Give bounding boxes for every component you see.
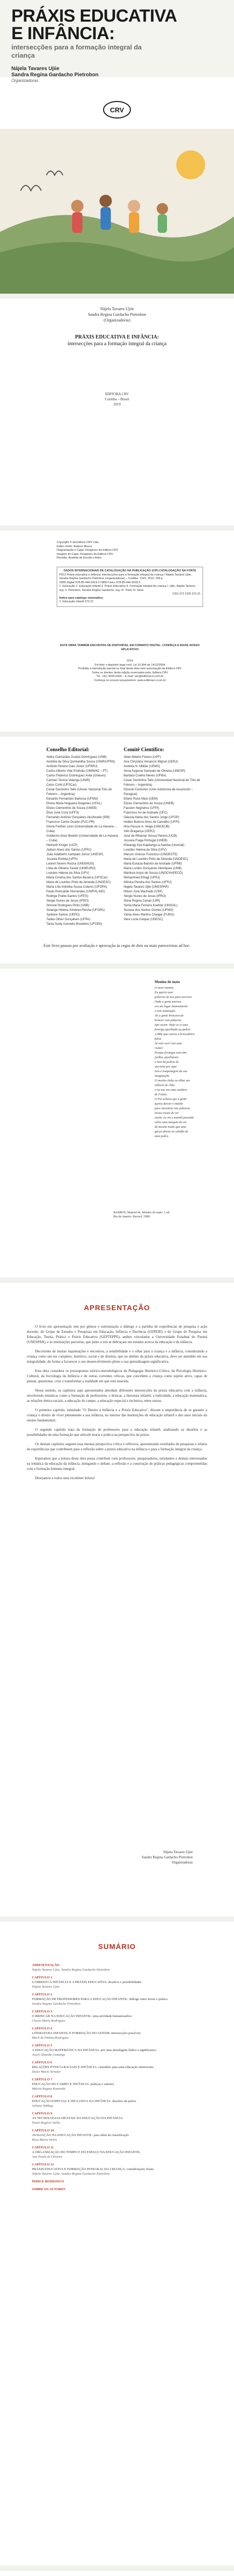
committee-member: Cesar Gerónimo Tello (Universidad Nacional de Três de Febrero – Argentina) (124, 779, 200, 787)
council-member: Maria Cristina dos Santos Bezerra (UFSCar) (46, 876, 108, 879)
poem-line: Já vem você com suas (155, 1042, 182, 1045)
cover-role: Organizadoras (11, 78, 39, 83)
poem-line: visões! (155, 1047, 163, 1050)
presentation-paragraph: Os demais capítulos seguem essa mesma perspectiva crítica e reflexiva, apresentando resultados de pesquisas e relatos de experiências que contribuem para a reflexão sobre a práxis educativa na infância e para a formação integral da criança. (27, 1442, 207, 1451)
council-member: Solange Helena Ximenes-Rocha (UFOPA) (46, 909, 105, 912)
toc-entry[interactable] (32, 1992, 202, 2006)
cip-isbn: ISBN Digital 978-85-444-3419-2 ISBN Físico 978-85-444-3418-5 (59, 581, 141, 584)
toc-chapter-label: CAPÍTULO 10 (32, 2129, 54, 2132)
tp-title-sub: intersecções para a formação integral da criança (67, 341, 167, 347)
toc-chapter-label: CAPÍTULO 7 (32, 2078, 53, 2081)
toc-chapter-title: A EDUCAÇÃO MATEMÁTICA NA INFÂNCIA: por uma abordagem lúdica e significativa (32, 2048, 157, 2052)
council-member: Eduardo Fernandes Barbosa (UFMG) (46, 798, 98, 801)
cip-index-1: 1. Educação infantil 372.21 (59, 600, 94, 603)
cr-rights-2: Proibida a reprodução parcial ou total desta obra sem autorização da Editora CRV (78, 667, 182, 670)
poem-line: brincar com palavras (155, 1019, 181, 1022)
toc-chapter-label: SOBRE OS AUTORES (32, 2188, 65, 2191)
toc-chapter-label: CAPÍTULO 5 (32, 2044, 53, 2047)
toc-chapter-label: CAPÍTULO 2 (32, 1993, 53, 1996)
poem-line: queria desver o mundo (155, 1103, 183, 1106)
copyright-page (0, 531, 234, 732)
cr-line-5: Revisão: Analista de Escrita e Artes (57, 556, 102, 560)
poem-line: e sem nomeação. (155, 1010, 176, 1013)
poem-line: Isso é traquinagem da sua (155, 1070, 188, 1073)
toc-chapter-title: PRÁXIS EDUCATIVA E FORMAÇÃO INTEGRAL DA CRIANÇA: considerações finais (32, 2167, 154, 2171)
poem-line: silêncio de chão (155, 1084, 175, 1087)
toc-chapter-title: RELAÇÕES ÉTNICO-RACIAIS E INFÂNCIA: caminhos para uma educação antirracista (32, 2065, 154, 2069)
poem-line: de Fontes. (155, 1093, 168, 1096)
toc-chapter-authors: Rosa Maria Vieira (32, 2138, 57, 2142)
poem-line: falou: (155, 1038, 162, 1041)
toc-entry[interactable] (32, 1963, 202, 1972)
toc-chapter-label: CAPÍTULO 1 (32, 1976, 53, 1979)
back-cover (0, 2571, 234, 2576)
toc-chapter-label: CAPÍTULO 12 (32, 2163, 54, 2166)
council-member: Sérgio Nunes de Jesus (IFRO) (46, 900, 89, 903)
committee-member: Vera Lucia Gaspar (UDESC) (124, 918, 163, 921)
poem-line: e nem há pedras de (155, 1061, 179, 1064)
committee-member: Andréia N. Militão (UEMS) (124, 765, 160, 768)
tp-author-1: Nájela Tavares Ujiie (100, 307, 134, 311)
copyright-footer (57, 659, 203, 683)
poem-line: O menino tinha no olhar um (155, 1079, 190, 1082)
epigraph-ref-2: Rio de Janeiro: Record, 1998. (113, 1215, 151, 1218)
poem-line: do mesmo modo que uma (155, 1126, 186, 1129)
toc-chapter-title: O DIREITO À INFÂNCIA E A PRÁXIS EDUCATIVA: desafios e possibilidades (32, 1980, 142, 1984)
presentation-paragraph: Esta obra considera os pressupostos teórico-metodológicos da Pedagogia Histórico-Crítica, da Psicologia Histórico-Cultural, da Sociologia da Infância e de outras correntes críticas, que concebem a criança como sujeito ativo, capaz de pensar, questionar, criar e transformar a realidade em que está inserida. (27, 1369, 207, 1383)
committee-member: Suzana dos Santos Gomes (UFMG) (124, 909, 174, 912)
committee-member: Mônica Pereira dos Santos (UFRJ) (124, 881, 172, 884)
committee-member: Maria Eurácia Barreto de Andrade (UFRB) (124, 862, 182, 866)
toc-chapter-title: EDUCAÇÃO DO CAMPO E INFÂNCIA: práticas e saberes (32, 2082, 114, 2086)
poem-line: assim: eu via a manhã pousada (155, 1116, 194, 1120)
council-member: Maria Lília Imbiriba Sousa Colares (UFOPA) (46, 886, 107, 889)
poem-line: Eu queria usar (155, 991, 173, 994)
toc-chapter-authors: Juliana Sabbag (32, 2104, 53, 2108)
toc-heading: SUMÁRIO (98, 1942, 136, 1951)
presentation-page (0, 1283, 234, 1917)
book-cover (0, 0, 234, 294)
committee-member: Ana Chrystina Venancio Mignot (UERJ) (124, 760, 178, 764)
copyright-credits (57, 541, 203, 561)
council-member: Élsio José Corá (UFFS) (46, 811, 79, 815)
council-member: Maria de Lourdes Pinto de Almeida (UNOESC) (46, 881, 111, 884)
committee-member: Maria de Lourdes Pinto de Almeida (UNOESC) (124, 858, 188, 861)
cr-contact: Tel.: (41) 3039-6418 – E-mail: sac@editoracrv.com.br (96, 675, 164, 678)
council-member: Josania Portela (UFPI) (46, 858, 78, 861)
committee-member: Sérgio Nunes de Jesus (IFRO) (124, 895, 166, 898)
council-member: Tania Suely Azevedo Brasileiro (UFOPA) (46, 923, 103, 926)
committee-member: Nilson José Machado (USP) (124, 890, 163, 893)
committee-member: Fauston Negreiros (UFPI) (124, 807, 159, 810)
poem-line: tipo assim: Hoje eu vi uma (155, 1024, 188, 1027)
poem-line: A Mãe que ouvira a brincadeira (155, 1033, 195, 1036)
toc-chapter-label: APRESENTAÇÃO (32, 1963, 60, 1967)
toc-chapter-label: CAPÍTULO 6 (32, 2061, 53, 2064)
cip-keywords: 1. Educação 2. Educação infantil 3. Práxis Educativa 4. Formação integral da criança I. Ujiie, Nájela Tavares. org. II. Pietrobon, Sandra Regina Gardacho. org. III. Título IV. Série (59, 585, 196, 592)
council-member: Gloria Fariñas León (Universidade de La Havana – Cuba) (46, 825, 116, 833)
council-member: Celso Conti (UFSCar) (46, 784, 77, 787)
toc-chapter-authors: Nájela Tavares Ujiie (32, 1985, 60, 1989)
publisher-logo (99, 98, 135, 122)
poem-line: imaginação. (155, 1075, 170, 1078)
toc-entry[interactable] (32, 2043, 202, 2057)
council-member: Elione Maria Nogueira Diogenes (UFAL) (46, 802, 102, 805)
toc-chapter-title: FORMAÇÃO DE PROFESSORES PARA A EDUCAÇÃO INFANTIL: diálogo entre teoria e prática (32, 1997, 168, 2001)
toc-chapter-title: AS TECNOLOGIAS DIGITAIS NA EDUCAÇÃO DA INFÂNCIA (32, 2116, 123, 2120)
committee-member: Anna Augusta Sampaio de Oliveira (UNESP) (124, 770, 186, 773)
presentation-heading: APRESENTAÇÃO (83, 1303, 151, 1312)
toc-entry[interactable] (32, 2094, 202, 2108)
council-member: Andréia da Silva Quintanilha Sousa (UNIR/UFRN) (46, 760, 115, 764)
committee-member: Sonia Maria Ferreira Koehler (UNISAL) (124, 904, 178, 907)
cover-title-line2: E INFÂNCIA: (11, 24, 115, 43)
tp-role: (Organizadoras) (104, 318, 130, 323)
committee-member: Francisco Ari de Andrade (UFC) (124, 811, 168, 815)
committee-member: Silvia Regina Canan (URI) (124, 900, 160, 903)
cip-title: DADOS INTERNACIONAIS DE CATALOGAÇÃO NA PUBLICAÇÃO (CIP) CATALOGAÇÃO NA FONTE (63, 569, 196, 572)
council-member: Paulo Romualdo Hernandes (UNIFAL-MG) (46, 890, 105, 893)
toc-chapter-authors: Márcia Regina Kaminski (32, 2087, 66, 2091)
toc-entry[interactable] (32, 2128, 202, 2142)
poem-line: Porque formigas nem têm (155, 1052, 187, 1055)
toc-chapter-label: CAPÍTULO 8 (32, 2095, 53, 2098)
peer-review-notice: Este livro passou por avaliação e aprovação às cegas de dois ou mais pareceristas ad hoc. (43, 943, 191, 948)
council-member: Francisco Carlos Duarte (PUC-PR) (46, 821, 95, 824)
committee-member: Lourdes Helena da Silva (UFV) (124, 849, 167, 852)
epigraph-reference (113, 1211, 216, 1219)
committee-member: Maria Lurdes Gonçalves Henriques (UNB) (124, 867, 182, 870)
council-member: Tadeu Oliver Gonçalves (UFPA) (46, 918, 90, 921)
poem-line: uma pedra. (155, 1135, 169, 1138)
publisher-logo-text: CRV (110, 106, 124, 114)
poem-line: formiga ajoelhada na pedra! (155, 1028, 191, 1031)
editorial-council-heading: Conselho Editorial: (46, 747, 90, 753)
council-member: Cesar Gerónimo Tello (Univer. Nacional Três de Febrero – Argentina) (46, 788, 112, 796)
committee-member: Diosnel Centurion (Univ Autónoma de Assunción – Paraguai) (124, 788, 193, 796)
editorial-boards-page (0, 737, 234, 963)
toc-chapter-authors: Paulo Rogério Stella (32, 2121, 60, 2125)
poem-line: joelhos ajoelháveis (155, 1056, 179, 1059)
poem-line: para encontrar nas palavras (155, 1107, 190, 1110)
committee-member: José de Ribamar Sousa Pereira (UCB) (124, 835, 177, 838)
poem-line: era um lugar imensamente (155, 1005, 188, 1008)
council-member: Carlos Alberto Vilar Estêvão (UMINHO – PT) (46, 770, 108, 773)
council-member: Fernando Antônio Gonçalves Alcoforado (IPB) (46, 816, 110, 819)
cover-author-1: Nájela Tavares Ujiie (11, 66, 60, 72)
poem-line: O meio menino (155, 987, 174, 990)
council-member: Antônio Pereira Gaio Júnior (UFRRJ) (46, 765, 98, 768)
cr-rights-1: Foi feito o depósito legal conf. Lei 10.994 de 14/12/2004 (94, 663, 165, 667)
committee-member: Inês Bragança (UERJ) (124, 830, 155, 833)
committee-member: Elizeu Clementino de Souza (UNEB) (124, 802, 174, 805)
presentation-paragraph: O segundo capítulo trata da formação de professores para a educação infantil, analisando os desafios e as possibilidades de uma formação que articule teoria e prática na perspectiva da práxis. (27, 1428, 207, 1437)
toc-chapter-title: AVALIAÇÃO NA EDUCAÇÃO INFANTIL: para além da classificação (32, 2133, 129, 2137)
presentation-paragraph: Decorrente de muitas inquietações e encontros, a sensibilidade e o olhar para a criança e a infância, considerando a criança como um ser completo, histórico, social e de direitos, que no âmbito da práxis educativa, deve ser atendido em sua integralidade, de forma a favorecer o seu desenvolvimento pleno e sua aprendizagem significativa. (27, 1349, 207, 1364)
committee-member: Kilwangy Kya Kapitango-a-Samba (Unemat) (124, 844, 185, 847)
cip-box (57, 567, 203, 607)
council-member: Lídia de Oliveira Xavier (UNIEURO) (46, 867, 96, 870)
cover-title-line1: PRÁXIS EDUCATIVA (11, 6, 177, 26)
title-page-authors (0, 306, 234, 323)
cip-body: P912 Práxis educativa e infância: intersecções para a formação integral da criança / Nájela Tavares Ujiie, Sandra Regina Gardacho Pietrobon (organizadoras) – Curitiba : CRV, 2019. 258 p. (59, 573, 192, 580)
scientific-committee-list (124, 755, 201, 922)
committee-member: Mariluce Anjos de Souza (UNOCHAPECÓ) (124, 872, 183, 875)
committee-member: Mohammed Elhajji (UFRJ) (124, 876, 160, 879)
toc-entry[interactable] (32, 2026, 202, 2040)
council-member: Guillermo Arias Beatón (Universidade de La Havana – Cuba) (46, 835, 119, 842)
digital-notice: ESTA OBRA TAMBÉM ENCONTRA-SE DISPONÍVEL EM FORMATO DIGITAL. CONHEÇA E BAIXE NOSSO APLICATIVO! (60, 644, 200, 651)
table-of-contents-page (0, 1922, 234, 2566)
tp-publisher-city: Curitiba – Brasil (105, 397, 129, 401)
toc-chapter-authors: Sandra Regina Gardacho Pietrobon (32, 2002, 80, 2006)
presentation-paragraph: Desejamos a todos uma excelente leitura! (35, 1476, 95, 1480)
presentation-paragraph: O livro em apresentação tem por gênese e estruturação o diálogo e a partilha de experiências de pesquisa e ação docente, do Grupo de Estudos e Pesquisas em Educação, Infância e Docência (GEPEID) e do Grupo de Pesquisa em Educação, Teoria, Prática e Práxis Educativa (GEPTEPPE), ambos vinculados a Universidade Estadual do Paraná (UNESPAR), e às instituições parceiras, que junto a nós se debruçam em estudos acerca da educação e da infância. (27, 1325, 207, 1344)
presentation-paragraph: Esperamos que a leitura desta obra possa contribuir com professores, pesquisadores, estudantes e demais interessados na temática da educação da infância, instigando o debate, a reflexão e a construção de práticas pedagógicas comprometidas com a formação humana integral. (27, 1456, 207, 1471)
toc-chapter-authors: Cleusa Maria Rodrigues (32, 2019, 65, 2023)
poem-line: O Pai achava que a gente (155, 1098, 187, 1101)
committee-member: Vânia Alves Martins Chaigar (FURG) (124, 913, 175, 917)
toc-chapter-label: CAPÍTULO 11 (32, 2146, 54, 2149)
council-member: Helmuth Krüger (UCP) (46, 844, 78, 847)
presentation-paragraph: Nesse sentido, os capítulos aqui apresentados abordam diferentes intersecções da práxis educativa com a infância, envolvendo temáticas como a formação de professores, o brincar, a literatura infantil, a ludicidade, a educação matemática, as relações étnico-raciais, a educação do campo, a educação especial e inclusiva, entre outras. (27, 1388, 207, 1403)
title-page (0, 299, 234, 526)
cover-illustration (0, 129, 234, 294)
toc-chapter-label: CAPÍTULO 9 (32, 2112, 53, 2115)
committee-member: Najela Tavares Ujiie (UNESPAR) (124, 886, 169, 889)
cr-rights-3: Todos os direitos desta edição reservados pela: Editora CRV (91, 671, 169, 674)
toc-entry[interactable] (32, 2077, 202, 2091)
tp-publisher-year: 2019 (113, 402, 121, 406)
committee-member: Altair Alberto Fávero (UPF) (124, 756, 161, 759)
cover-title (11, 7, 177, 42)
toc-entry[interactable] (32, 1975, 202, 1989)
presentation-signature (142, 1850, 193, 1865)
toc-chapter-title: O BRINCAR NA EDUCAÇÃO INFANTIL: uma atividade humanizadora (32, 2014, 132, 2018)
toc-chapter-authors: Dulce Maria Strieder (32, 2070, 61, 2074)
committee-member: Marcos Vinicius Francisco (UNOESTE) (124, 853, 178, 856)
pres-sign-2: Sandra Regina Gardacho Pietrobon (142, 1855, 193, 1859)
pres-sign-1: Nájela Tavares Ujiie (163, 1850, 193, 1854)
toc-entry[interactable] (32, 2060, 202, 2074)
committee-member: Jussara Fraga Portugal (UNEB) (124, 839, 168, 842)
council-member: Carlos Federico Dominguez Avila (Unieuro) (46, 774, 106, 777)
tp-title-main: PRÁXIS EDUCATIVA E INFÂNCIA: (75, 334, 159, 340)
council-member: Elizeu Clementino de Souza (UNEB) (46, 807, 97, 810)
toc-entry[interactable] (32, 2009, 202, 2023)
poem-line: Onde a gente morava (155, 1001, 181, 1004)
poem-line: palavras de ave para escrever. (155, 996, 193, 999)
council-member: Lourdes Helena da Silva (UFV) (46, 872, 90, 875)
epigraph-poem (155, 986, 216, 1139)
council-member: Sydione Santos (UEPG) (46, 913, 80, 917)
cr-line-3: Diagramação e Capa: Designers da Editora CRV (57, 549, 119, 552)
toc-entry[interactable] (32, 2187, 202, 2192)
council-member: Carmen Tereza Velanga (UNIR) (46, 779, 90, 782)
cr-line-1: Copyright © da Editora CRV Ltda. (57, 541, 99, 544)
toc-chapter-title: LITERATURA INFANTIL E FORMAÇÃO DO LEITOR: intersecções possíveis (32, 2031, 141, 2035)
title-page-publisher (0, 392, 234, 407)
committee-member: Gláucia Maria dos Santos Jorge (UFOP) (124, 816, 179, 819)
epigraph-ref-1: BARROS, Manoel de. Menino do mato. 1.ed. (113, 1211, 170, 1214)
council-member: Leonel Severo Rocha (UNISINOS) (46, 862, 94, 866)
cover-author-2: Sandra Regina Gardacho Pietrobon (11, 72, 98, 78)
committee-member: Ilma Passos A. Veiga (UNICEUB) (124, 825, 170, 828)
cr-year: 2019 (126, 659, 133, 663)
toc-chapter-label: CAPÍTULO 4 (32, 2027, 53, 2030)
cip-cdd: CDU 372 CDD 372.21 (172, 592, 200, 596)
toc-chapter-authors: Joseli Almeida Camargo (32, 2053, 65, 2057)
poem-line: sacristia por aqui. (155, 1065, 178, 1069)
cr-line-4: Imagem de Capa: Designers da Editora CRV (57, 552, 113, 556)
epigraph-page (0, 969, 234, 1278)
council-member: Aldira Guimarães Duarte Domínguez (UNB) (46, 756, 107, 759)
poem-line: e na sua voz uma candura (155, 1089, 187, 1092)
presentation-body (27, 1324, 207, 1485)
presentation-paragraph: O primeiro capítulo, intitulado "O Direito à Infância e a Práxis Educativa", discute a importância de se garantir à criança o direito de viver plenamente a sua infância, no interior das instituições de educação infantil e dos anos iniciais do ensino fundamental. (27, 1408, 207, 1422)
committee-member: Eliane Rose Maio (UEM) (124, 798, 158, 801)
cr-contact-2: Conheça os nossos lançamentos: www.editoracrv.com.br (94, 679, 166, 682)
toc-entry[interactable] (32, 2111, 202, 2125)
council-member: Simone Rodrigues Pinto (UNB) (46, 904, 90, 907)
tp-publisher-name: EDITORA CRV (105, 392, 129, 396)
toc-chapter-label: ÍNDICE REMISSIVO (32, 2180, 64, 2183)
toc-chapter-authors: Marli de Fátima Rodrigues (32, 2036, 69, 2040)
toc-entry[interactable] (32, 2145, 202, 2159)
toc-entry[interactable] (32, 2179, 202, 2184)
toc-chapter-authors: Ana Paula de Oliveira (32, 2155, 62, 2159)
committee-member: Helder Buenos Aires de Carvalho (UFPI) (124, 821, 180, 824)
poem-line: Ali a gente brincava de (155, 1014, 183, 1018)
editorial-council-list (46, 755, 119, 927)
title-page-title (0, 334, 234, 347)
toc-chapter-authors: Nájela Tavares Ujiie, Sandra Regina Gardacho Pietrobon (32, 2172, 110, 2176)
council-member: João Adalberto Campato Junior (UNESP) (46, 853, 104, 856)
toc-chapter-title: EDUCAÇÃO ESPECIAL E INCLUSIVA NA INFÂNCIA: desafios da práxis (32, 2099, 137, 2103)
poem-line: novas coisas de ver (155, 1112, 179, 1115)
poem-line: sobre uma margem do rio (155, 1121, 187, 1124)
pres-sign-3: Organizadoras (172, 1860, 193, 1865)
tp-author-2: Sandra Regina Gardacho Pietrobon (88, 312, 146, 317)
toc-chapter-label: CAPÍTULO 3 (32, 2010, 53, 2013)
council-member: Rodrigo Pratte-Santos (UFES) (46, 895, 89, 898)
toc-chapter-title: A ORGANIZAÇÃO DO TEMPO E DO ESPAÇO NA EDUCAÇÃO INFANTIL (32, 2150, 141, 2154)
poem-line: garça aberta na solidão de (155, 1130, 188, 1133)
cover-subtitle: intersecções para a formação integral da criança (11, 43, 142, 59)
toc-chapter-authors: Nájela Tavares Ujiie, Sandra Regina Gardacho Pietrobon (32, 1968, 110, 1972)
scientific-committee-heading: Comitê Científico: (124, 747, 164, 753)
cr-line-2: Editor-chefe: Railson Moura (57, 545, 92, 548)
toc-entry[interactable] (32, 2162, 202, 2176)
committee-member: Barbara Coelho Neves (UFBA) (124, 774, 166, 777)
council-member: Jailson Alves dos Santos (UFRJ) (46, 849, 92, 852)
toc-list (32, 1963, 202, 2195)
epigraph-title: Menino do mato (155, 980, 180, 984)
cip-index-heading: Índice para catálogo sistemático (59, 596, 103, 600)
